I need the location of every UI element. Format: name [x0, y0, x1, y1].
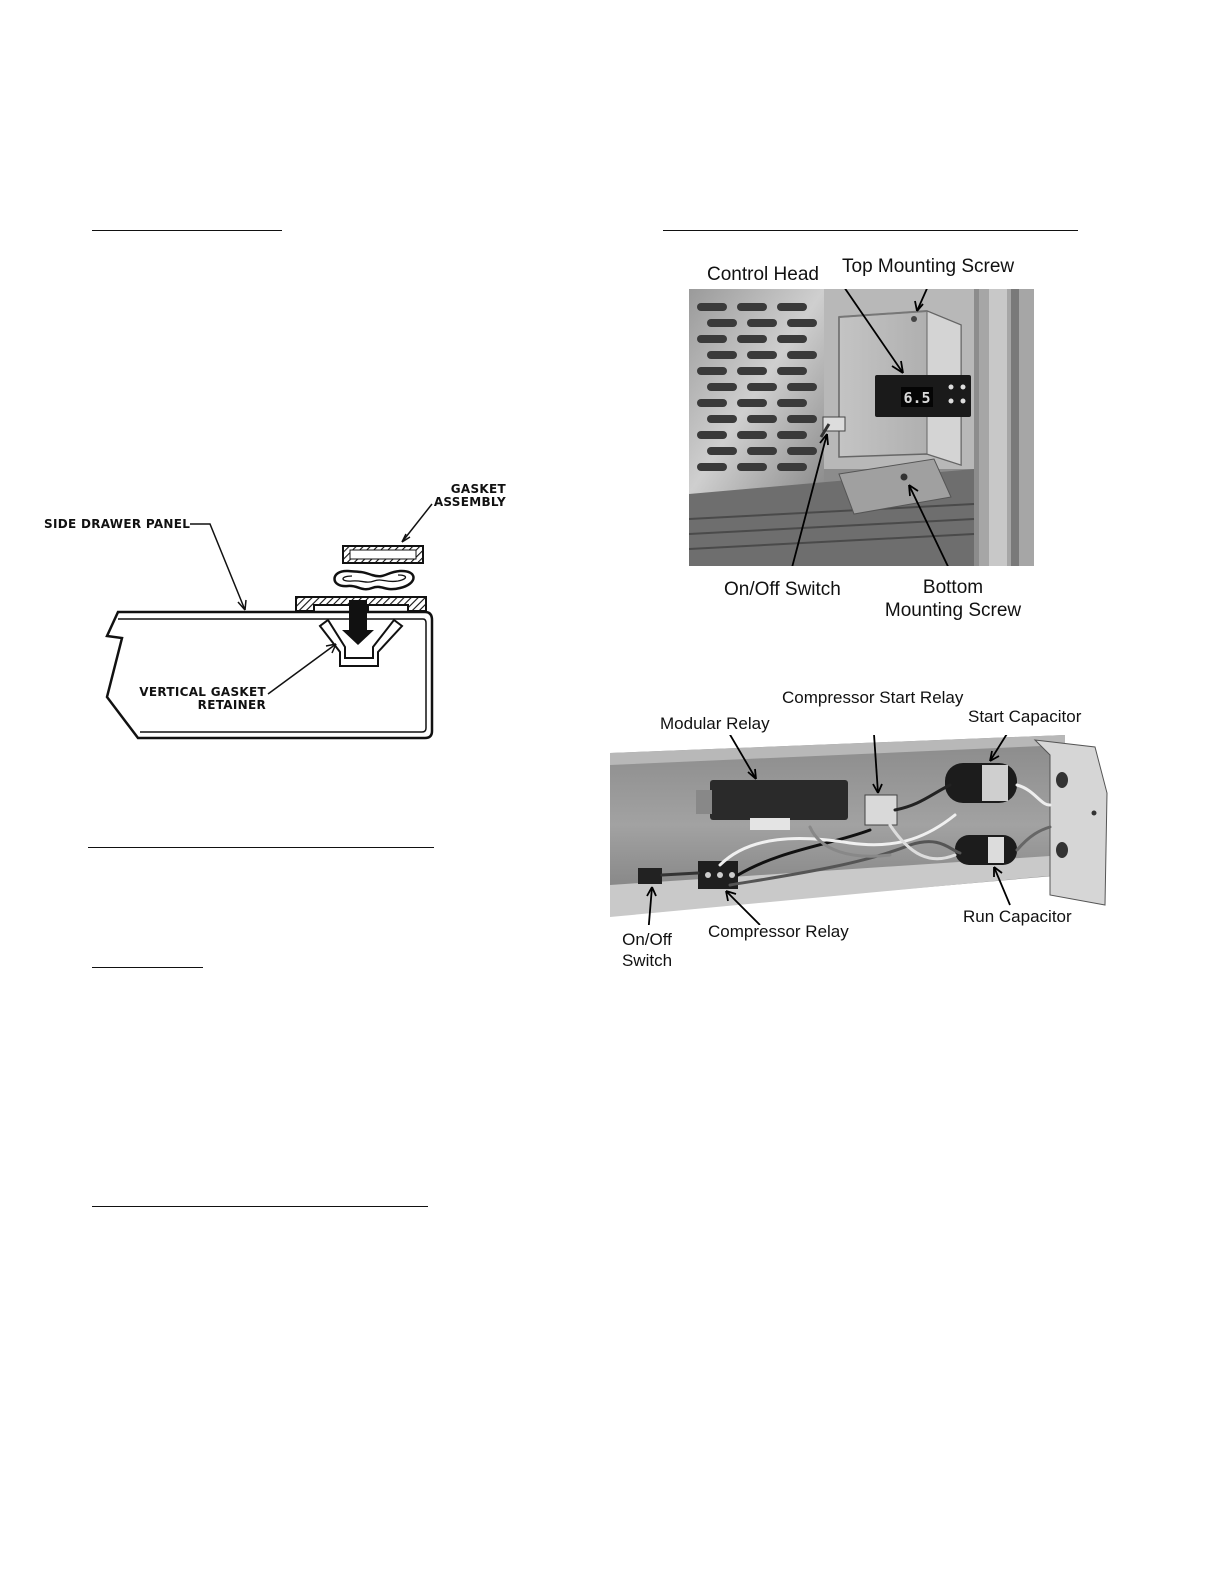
side-drawer-panel-leader: [190, 524, 245, 610]
control-display-reading: 6.5: [903, 389, 931, 407]
compressor-start-relay-shape: [865, 795, 897, 825]
control-head-label: Control Head: [707, 264, 819, 285]
top-mounting-screw-shape: [911, 316, 917, 322]
bottom-mounting-screw-label-line-1: Bottom: [922, 577, 984, 598]
tray-on-off-switch: [638, 868, 662, 884]
tray-on-off-switch-label-line-1: On/Off: [622, 930, 672, 949]
gasket-assembly-label-line-2: ASSEMBLY: [433, 495, 506, 509]
modular-relay-label: Modular Relay: [660, 714, 770, 733]
modular-relay-shape: [710, 780, 848, 820]
section-heading-rule-2: [663, 230, 1078, 231]
control-head-photo: [689, 289, 1034, 566]
compressor-relay-label: Compressor Relay: [708, 922, 849, 941]
section-heading-rule-4: [92, 967, 203, 968]
vertical-gasket-retainer-label: [120, 686, 266, 712]
compressor-start-relay-label: Compressor Start Relay: [782, 688, 964, 707]
bottom-mounting-screw-label-line-2: Mounting Screw: [884, 600, 1022, 621]
gasket-assembly-label-line-1: GASKET: [450, 482, 506, 496]
run-capacitor-shape: [955, 835, 1017, 865]
gasket-assembly-label: [380, 483, 506, 509]
section-heading-rule-3: [88, 847, 434, 848]
section-heading-rule-1: [92, 230, 282, 231]
side-drawer-panel-outline: [107, 612, 432, 738]
tray-on-off-switch-label: [614, 929, 680, 971]
run-capacitor-label: Run Capacitor: [963, 907, 1072, 926]
tray-on-off-switch-label-line-2: Switch: [621, 951, 673, 970]
start-capacitor-label: Start Capacitor: [968, 707, 1082, 726]
bottom-mounting-screw-label: [873, 576, 1033, 622]
vertical-gasket-retainer-label-line-2: RETAINER: [197, 698, 266, 712]
section-heading-rule-5: [92, 1206, 428, 1207]
vertical-gasket-retainer-label-line-1: VERTICAL GASKET: [139, 685, 266, 699]
vertical-gasket-retainer-leader: [268, 644, 336, 694]
gasket-assembly-leader: [402, 504, 432, 542]
electrical-box-photo: [610, 735, 1110, 925]
on-off-switch-label: On/Off Switch: [724, 579, 841, 600]
side-drawer-panel-label: SIDE DRAWER PANEL: [44, 517, 191, 531]
top-mounting-screw-label: Top Mounting Screw: [842, 256, 1015, 277]
bottom-mounting-screw-shape: [901, 474, 908, 481]
